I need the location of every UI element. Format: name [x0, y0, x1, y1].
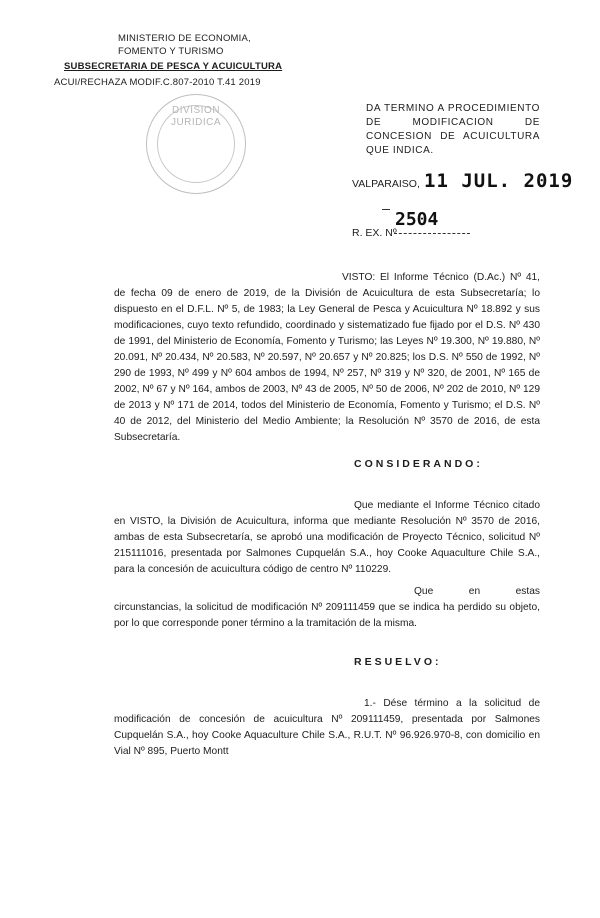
dash-mark	[382, 209, 390, 210]
resolution-number: 2504	[395, 209, 439, 230]
visto-paragraph: VISTO: El Informe Técnico (D.Ac.) Nº 41, de fecha 09 de enero de 2019, de la División de Acuicultura de esta Subsecretaría; lo dispuesto en el D.F.L. Nº 5, de 1983; la Ley General de Pesca y Acuicultura Nº 18.892 y sus modificaciones, cuyo texto refundido, coordinado y sistematizado fue fijado por el D.S. Nº 430 de 1991, del Ministerio de Economía, Fomento y Turismo; las Leyes Nº 19.300, Nº 19.880, Nº 20.091, Nº 20.434, Nº 20.583, Nº 20.597, Nº 20.657 y Nº 20.825; los D.S. Nº 550 de 1992, Nº 290 de 1993, Nº 499 y Nº 604 ambos de 1994, Nº 257, Nº 319 y Nº 320, de 2001, Nº 165 de 2002, Nº 67 y Nº 164, ambos de 2003, Nº 43 de 2005, Nº 50 de 2006, Nº 202 de 2010, Nº 129 de 2013 y Nº 171 de 2014, todos del Ministerio de Economía, Fomento y Turismo; el D.S. Nº 40 de 2012, del Ministerio del Medio Ambiente; la Resolución Nº 3570 de 2016, de esta Subsecretaría.	[114, 272, 540, 443]
file-reference: ACUI/RECHAZA MODIF.C.807-2010 T.41 2019	[54, 77, 261, 88]
resuelvo-heading: RESUELVO:	[354, 656, 442, 668]
division-stamp	[146, 94, 246, 194]
ministry-subname: FOMENTO Y TURISMO	[118, 46, 224, 57]
stamp-text-line1: DIVISION	[172, 105, 220, 116]
ministry-name: MINISTERIO DE ECONOMIA,	[118, 33, 251, 44]
resolution-underline	[394, 233, 470, 234]
date-stamp: 11 JUL. 2019	[424, 170, 574, 192]
considerando-paragraph-2: Que en estas circunstancias, la solicitud de modificación Nº 209111459 que se indica ha perdido su objeto, por lo que corresponde poner término a la tramitación de la misma.	[114, 586, 540, 629]
undersecretariat-name: SUBSECRETARIA DE PESCA Y ACUICULTURA	[64, 61, 283, 72]
resuelvo-paragraph-1: 1.- Dése término a la solicitud de modificación de concesión de acuicultura Nº 209111459, presentada por Salmones Cupquelán S.A., hoy Cooke Aquaculture Chile S.A., R.U.T. Nº 96.926.970-8, con domicilio en Vial Nº 895, Puerto Montt	[114, 698, 540, 757]
resolution-label: R. EX. Nº	[352, 227, 397, 239]
considerando-paragraph-1: Que mediante el Informe Técnico citado en VISTO, la División de Acuicultura, informa que mediante Resolución Nº 3570 de 2016, ambas de esta Subsecretaría, se aprobó una modificación de Proyecto Técnico, solicitud Nº 215111016, presentada por Salmones Cupquelán S.A., hoy Cooke Aquaculture Chile S.A., para la concesión de acuicultura código de centro Nº 110229.	[114, 500, 540, 575]
place-label: VALPARAISO,	[352, 178, 420, 190]
considerando-heading: CONSIDERANDO:	[354, 458, 483, 470]
stamp-text-line2: JURIDICA	[170, 117, 222, 128]
document-title: DA TERMINO A PROCEDIMIENTO DE MODIFICACION DE CONCESION DE ACUICULTURA QUE INDICA.	[366, 103, 540, 156]
